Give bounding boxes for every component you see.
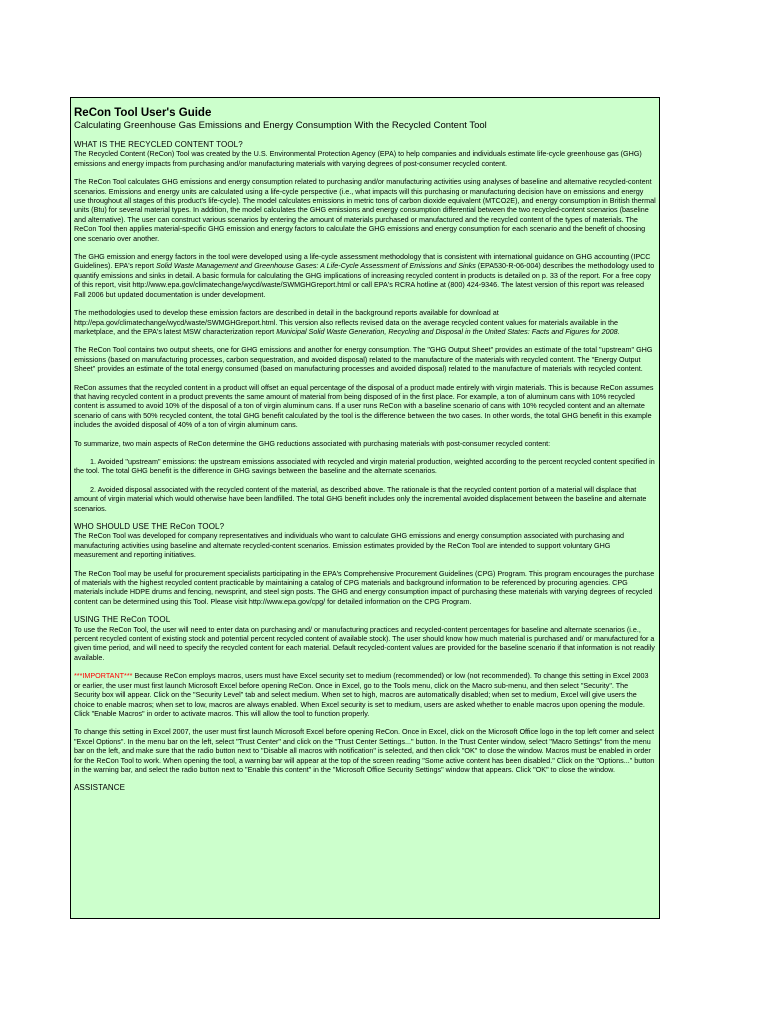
paragraph-output-sheets: The ReCon Tool contains two output sheets, one for GHG emissions and another for energy consumption. The "GHG Output Sheet" provides an estimate of the total "upstream" GHG emissions (based on manufacturing processes, carbon sequestration, and avoided disposal) related to the manufacture of the materials with recycled content. The "Energy Output Sheet" provides an estimate of the total energy consumed (based on manufacturing processes and avoided disposal) related to the manufacture of materials with recycled content. <box>74 345 653 374</box>
paragraph-factors-part2: (EPA530-R-06-004) describes the methodology used to quantify emissions and sinks in detail. A basic formula for calculating the GHG implications of increasing recycled content in products is detailed on p. 33 of the report. For a free copy of this report, visit http://www.epa.gov/climatechange/wycd/waste/SWMGHGreport.html or call EPA's RCRA hotline at (800) 424-9346. The latest version of this report was released Fall 2006 but updated documentation is under development. <box>74 261 655 299</box>
paragraph-methodologies <box>74 308 656 336</box>
section-heading-what: WHAT IS THE RECYCLED CONTENT TOOL? <box>74 140 243 149</box>
paragraph-calculates: The ReCon Tool calculates GHG emissions and energy consumption related to purchasing and/or manufacturing activities using analyses of baseline and alternative recycled-content scenarios. Emissions and energy units are calculated using a life-cycle perspective (i.e., what impacts will this purchasing or manufacturing decision have on emissions and energy use throughout all stages of this product's life-cycle). The model calculates emissions in metric tons of carbon dioxide equivalent (MTCO2E), and energy consumption in British thermal units (Btu) for several material types. In addition, the model calculates the GHG emissions and energy consumption differential between the two recycled-content scenarios (baseline and alternative). The user can construct various scenarios by entering the amount of materials purchased or manufactured and the recycled content of the types of materials. The ReCon Tool then applies material-specific GHG emission and energy factors to calculate the GHG emissions and energy consumption for each scenario and the benefit of choosing one scenario over another. <box>74 177 656 243</box>
paragraph-point-1: 1. Avoided "upstream" emissions: the upstream emissions associated with recycled and virgin material production, weighted according to the percent recycled content specified in the tool. The total GHG benefit is the difference in GHG savings between the baseline and the alternate scenarios. <box>74 456 655 476</box>
paragraph-factors-part1: The GHG emission and energy factors in the tool were developed using a life-cycle assessment methodology that is consistent with international guidance on GHG accounting (IPCC Guidelines). EPA's report <box>74 252 651 271</box>
paragraph-important <box>74 671 656 718</box>
paragraph-important-body: Because ReCon employs macros, users must have Excel security set to medium (recommended) or low (not recommended). To change this setting in Excel 2003 or earlier, the user must first launch Microsoft Excel before opening ReCon. Once in Excel, go to the Tools menu, click on the Macro sub-menu, and then select "Security". The Security box will appear. Click on the "Security Level" tab and select medium. When set to high, macros are automatically disabled; when set to medium, Excel will give users the choice to enable macros; when set to low, macros are always enabled. When Excel security is set to medium, users are asked whether to enable macros upon opening the module. Click "Enable Macros" in order to activate macros. This will allow the tool to function properly. <box>74 671 649 718</box>
paragraph-methodologies-part1: The methodologies used to develop these emission factors are described in detail in the background reports available for download at http://epa.gov/climatechange/wycd/waste/SWMGHGreport.html. This version also reflects revised data on the average recycled content values for materials available in the marketplace, and the EPA's latest MSW characterization report <box>74 308 618 336</box>
paragraph-excel-2007: To change this setting in Excel 2007, the user must first launch Microsoft Excel before opening ReCon. Once in Excel, click on the Microsoft Office logo in the top left corner and select "Excel Options". In the menu bar on the left, select "Trust Center" and click on the "Trust Center Settings..." button. In the Trust Center window, select "Macro Settings" from the menu bar on the left, and make sure that the radio button next to "Disable all macros with notification" is selected, and then click "OK" to close the window. Macros must be enabled in order for the ReCon Tool to work. When opening the tool, a warning bar will appear at the top of the screen reading "Some active content has been disabled." Click on the "Options..." button in the warning bar, and select the radio button next to "Enable this content" in the "Microsoft Office Security Settings" window that appears. Click "OK" to close the window. <box>74 727 655 774</box>
paragraph-assumptions: ReCon assumes that the recycled content in a product will offset an equal percentage of the disposal of a product made entirely with virgin materials. This is because ReCon assumes that having recycled content in a product prevents the same amount of material from being disposed of in the first place. For example, a ton of aluminum cans with 10% recycled content is assumed to avoid 10% of the disposal of a ton of virgin aluminum cans. If a user runs ReCon with a baseline scenario of cans with 10% recycled content and an alternate scenario of cans with 50% recycled content, the total GHG benefit calculated by the tool is the difference between the two cases. In other words, the total GHG benefit in this example includes the avoided disposal of 40% of a ton of virgin aluminum cans. <box>74 382 654 430</box>
paragraph-who: The ReCon Tool was developed for company representatives and individuals who want to calculate GHG emissions and energy consumption associated with purchasing and manufacturing activities using baseline and alternate recycled-content scenarios. Emission estimates provided by the ReCon Tool are intended to support voluntary GHG measurement and reporting initiatives. <box>74 531 625 560</box>
paragraph-summary: To summarize, two main aspects of ReCon determine the GHG reductions associated with purchasing materials with post-consumer recycled content: <box>74 438 551 448</box>
report-title-italic: Solid Waste Management and Greenhouse Gases: A Life-Cycle Assessment of Emissions and Sinks <box>155 261 476 271</box>
paragraph-using: To use the ReCon Tool, the user will need to enter data on purchasing and/ or manufacturing practices and recycled-content percentages for baseline and alternate scenarios (i.e., percent recycled content of existing stock and potential percent recycled content of available stock). The user should know how much material is purchased and/ or manufactured for a given time period, and will need to specify the recycled content for each material. Default recycled-content values are provided for the baseline scenario if that information is not readily available. <box>74 624 655 662</box>
section-heading-assistance: ASSISTANCE <box>74 783 126 793</box>
page-title: ReCon Tool User's Guide <box>74 107 212 119</box>
paragraph-cpg: The ReCon Tool may be useful for procurement specialists participating in the EPA's Comprehensive Procurement Guidelines (CPG) Program. This program encourages the purchase of materials with the highest recycled content practicable by maintaining a catalog of CPG materials and background information to be referenced by procuring agencies. CPG materials include HDPE drums and fencing, newsprint, and steel sign posts. The GHG and energy consumption impact of purchasing these materials with varying degrees of recycled content can be determined using this Tool. Please visit http://www.epa.gov/cpg/ for detailed information on the CPG Program. <box>74 568 655 606</box>
guide-page <box>70 97 660 919</box>
paragraph-intro: The Recycled Content (ReCon) Tool was created by the U.S. Environmental Protection Agency (EPA) to help companies and individuals estimate life-cycle greenhouse gas (GHG) emissions and energy impacts from purchasing and/or manufacturing materials with varying degrees of post-consumer recycled content. <box>74 149 642 168</box>
section-heading-using: USING THE ReCon TOOL <box>74 615 171 625</box>
msw-report-title-italic: Municipal Solid Waste Generation, Recycling and Disposal in the United States: Facts and Figures for 2008. <box>276 326 620 336</box>
section-heading-who: WHO SHOULD USE THE ReCon TOOL? <box>74 522 225 531</box>
paragraph-point-2: 2. Avoided disposal associated with the recycled content of the material, as described above. The rationale is that the recycled content portion of a material will displace that amount of virgin material which would otherwise have been landfilled. The total GHG benefit includes only the incremental avoided displacement between the baseline and alternate scenarios. <box>74 484 647 513</box>
page-subtitle: Calculating Greenhouse Gas Emissions and Energy Consumption With the Recycled Content Tool <box>74 120 487 131</box>
important-label: ***IMPORTANT*** <box>74 671 133 681</box>
paragraph-factors <box>74 252 656 299</box>
